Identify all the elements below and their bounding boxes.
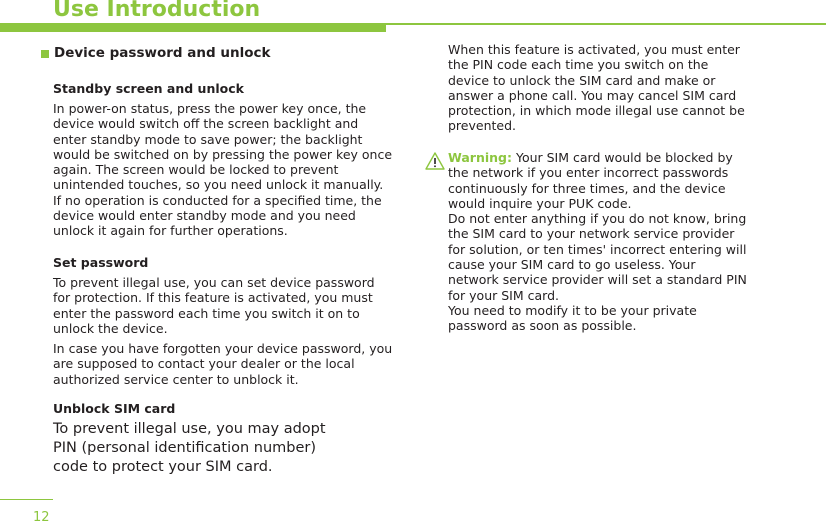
unblock-sim-block: [53, 401, 393, 477]
header-accent-bar: [0, 23, 386, 32]
warning-body-1: Your SIM card would be blocked by the network if you enter incorrect passwords continuously for three times, and the device would inquire your PUK code.: [448, 150, 733, 211]
set-password-body-1: To prevent illegal use, you can set device password for protection. If this feature is activated, you must enter the password each time you switch it on to unlock the device.: [53, 275, 375, 336]
set-password-title: Set password: [53, 255, 149, 270]
unblock-sim-body: To prevent illegal use, you may adopt PIN (personal identification number) code to protect your SIM card.: [53, 421, 326, 475]
page-number-rule: [0, 499, 53, 500]
warning-body-2: Do not enter anything if you do not know, bring the SIM card to your network service provider for solution, or ten times' incorrect entering will cause your SIM card to go useless. Your network service provider will set a standard PIN for your SIM card.: [448, 211, 747, 303]
warning-body-3: You need to modify it to be your private password as soon as possible.: [448, 302, 697, 334]
warning-paragraph-1: [448, 150, 748, 211]
header-title: Use Introduction: [53, 0, 261, 22]
section-heading: [41, 45, 270, 62]
header-rule: [386, 23, 826, 25]
warning-text: [448, 150, 748, 334]
pin-intro-block: [448, 42, 748, 134]
pin-intro-body: When this feature is activated, you must enter the PIN code each time you switch on the device to unlock the SIM card and make or answer a phone call. You may cancel SIM card protection, in which mode illegal use cannot be prevented.: [448, 42, 745, 134]
standby-title: Standby screen and unlock: [53, 81, 244, 96]
set-password-block: [53, 255, 393, 387]
standby-body: In power-on status, press the power key once, the device would switch off the screen backlight and enter standby mode to save power; the backlight would be switched on by pressing the power key once again. The screen would be locked to prevent unintended touches, so you need unlock it manually. If no operation is conducted for a specified time, the device would enter standby mode and you need unlock it again for further operations.: [53, 101, 393, 239]
unblock-sim-title: Unblock SIM card: [53, 401, 176, 416]
set-password-body-2: In case you have forgotten your device password, you are supposed to contact your dealer or the local authorized service center to unblock it.: [53, 341, 393, 387]
standby-block: [53, 81, 393, 239]
page-number: 12: [33, 510, 50, 525]
square-bullet-icon: [41, 50, 49, 58]
section-heading-text: Device password and unlock: [54, 45, 271, 61]
warning-label: Warning:: [448, 150, 512, 165]
warning-triangle-icon: [425, 152, 445, 170]
